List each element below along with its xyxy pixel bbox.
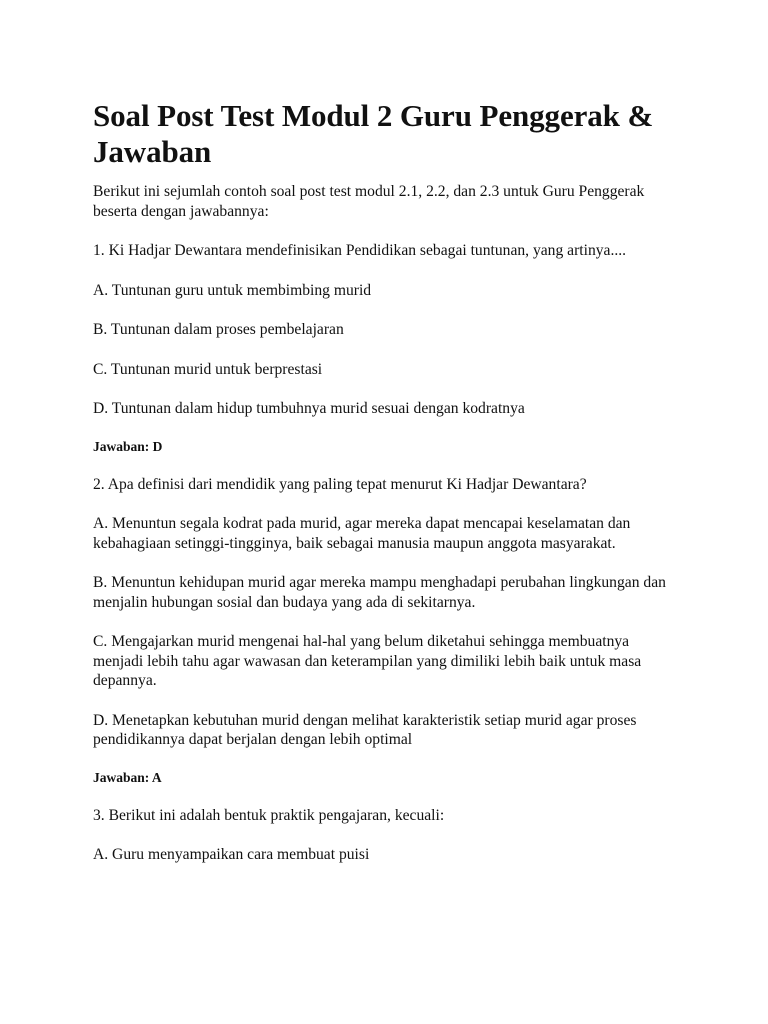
question-2-option-d: D. Menetapkan kebutuhan murid dengan melihat karakteristik setiap murid agar proses pendidikannya dapat berjalan dengan lebih optimal — [93, 711, 637, 748]
question-1-option-c: C. Tuntunan murid untuk berprestasi — [93, 360, 323, 378]
question-3-text: 3. Berikut ini adalah bentuk praktik pengajaran, kecuali: — [93, 806, 445, 824]
question-3-option-a: A. Guru menyampaikan cara membuat puisi — [93, 846, 370, 863]
question-2-option-c: C. Mengajarkan murid mengenai hal-hal yang belum diketahui sehingga membuatnya menjadi lebih tahu agar wawasan dan keterampilan yang dimiliki lebih baik untuk masa depannya. — [93, 633, 642, 689]
question-2-text: 2. Apa definisi dari mendidik yang paling tepat menurut Ki Hadjar Dewantara? — [93, 475, 587, 493]
document-page — [93, 98, 673, 885]
question-2-option-a: A. Menuntun segala kodrat pada murid, agar mereka dapat mencapai keselamatan dan kebahagiaan setinggi-tingginya, baik sebagai manusia maupun anggota masyarakat. — [93, 515, 631, 552]
question-2-option-b: B. Menuntun kehidupan murid agar mereka mampu menghadapi perubahan lingkungan dan menjalin hubungan sosial dan budaya yang ada di sekitarnya. — [93, 574, 666, 611]
question-1-answer: Jawaban: D — [93, 438, 163, 454]
question-1-option-d: D. Tuntunan dalam hidup tumbuhnya murid sesuai dengan kodratnya — [93, 400, 525, 417]
intro-paragraph: Berikut ini sejumlah contoh soal post test modul 2.1, 2.2, dan 2.3 untuk Guru Penggerak beserta dengan jawabannya: — [93, 183, 645, 220]
question-1-text: 1. Ki Hadjar Dewantara mendefinisikan Pendidikan sebagai tuntunan, yang artinya.... — [93, 242, 627, 259]
document-title: Soal Post Test Modul 2 Guru Penggerak & Jawaban — [93, 98, 654, 169]
question-1-option-a: A. Tuntunan guru untuk membimbing murid — [93, 281, 372, 299]
question-2-answer: Jawaban: A — [93, 769, 162, 785]
question-1-option-b: B. Tuntunan dalam proses pembelajaran — [93, 321, 344, 338]
